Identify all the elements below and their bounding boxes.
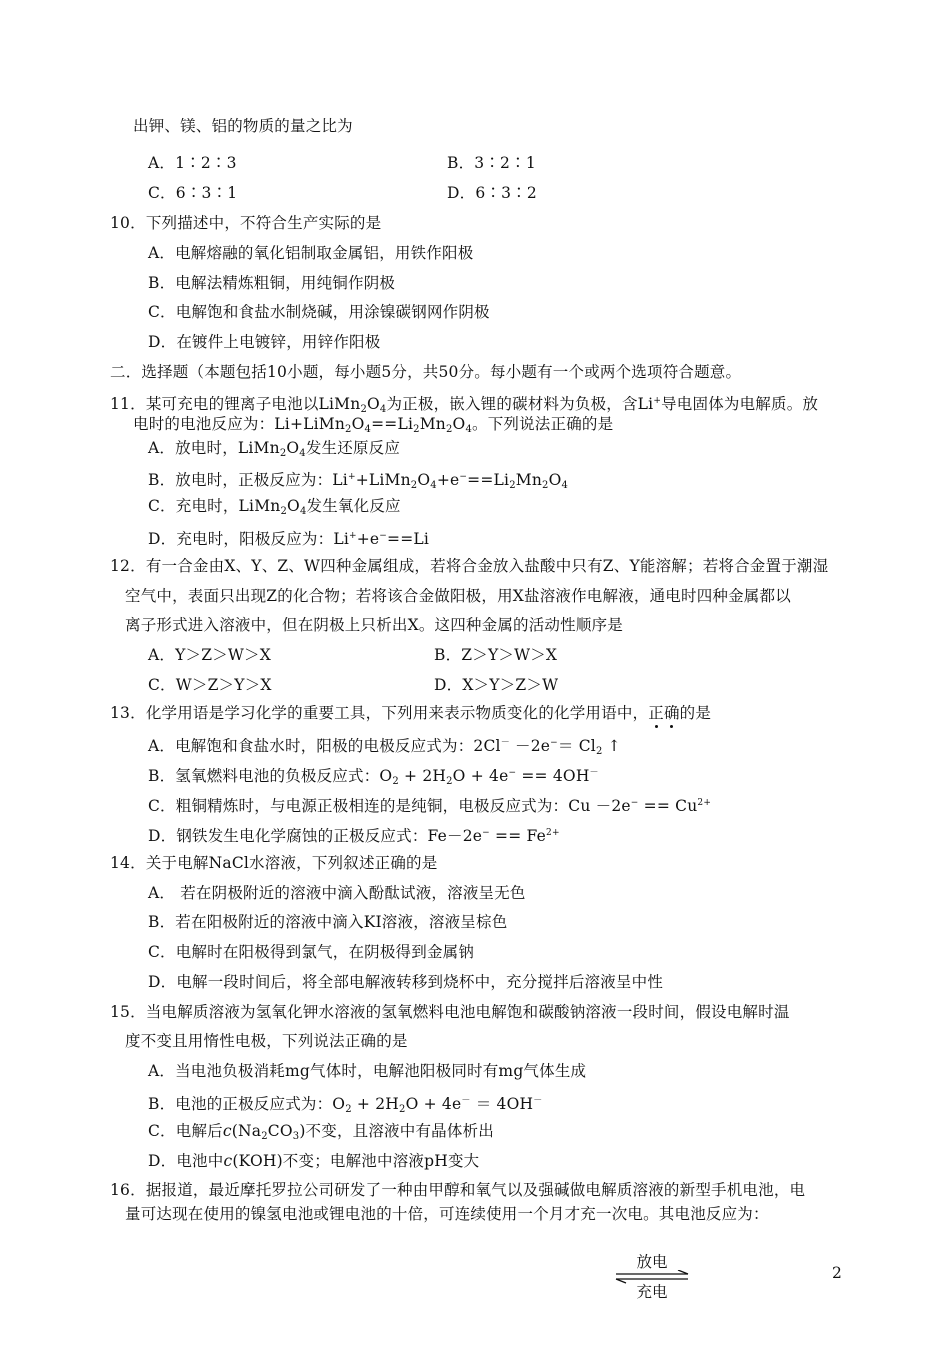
q13-stem: 13．化学用语是学习化学的重要工具，下列用来表示物质变化的化学用语中，正确的是 (110, 704, 712, 722)
q9-option-d: D．6∶3∶2 (447, 184, 537, 202)
q15-option-d: D．电池中c(KOH)不变；电解池中溶液pH变大 (148, 1152, 480, 1170)
q12-option-d: D．X＞Y＞Z＞W (434, 676, 559, 694)
q14-option-c: C．电解时在阳极得到氯气，在阴极得到金属钠 (148, 943, 475, 961)
q13-option-a: A．电解饱和食盐水时，阳极的电极反应式为：$2Cl^- -2e^-= Cl_2$ ↑ (148, 737, 621, 757)
q12-option-c: C．W＞Z＞Y＞X (148, 676, 272, 694)
q11-option-a: A．放电时，$LiMn_2O_4$发生还原反应 (148, 439, 401, 459)
q10-option-d: D．在镀件上电镀锌，用锌作阳极 (148, 333, 381, 351)
q9-option-c: C．6∶3∶1 (148, 184, 238, 202)
q15-stem-line2: 度不变且用惰性电极，下列说法正确的是 (125, 1032, 408, 1050)
page-number: 2 (832, 1264, 842, 1282)
q9-stem-continued: 出钾、镁、铝的物质的量之比为 (133, 117, 353, 135)
q11-option-d: D．充电时，阳极反应为：Li++e−==Li (148, 530, 430, 548)
q14-option-d: D．电解一段时间后，将全部电解液转移到烧杯中，充分搅拌后溶液呈中性 (148, 973, 664, 991)
q10-option-a: A．电解熔融的氧化铝制取金属铝，用铁作阳极 (148, 244, 474, 262)
q14-option-a: A． 若在阴极附近的溶液中滴入酚酞试液，溶液呈无色 (148, 884, 526, 902)
q10-option-c: C．电解饱和食盐水制烧碱，用涂镍碳钢网作阴极 (148, 303, 490, 321)
q13-option-c: C．粗铜精炼时，与电源正极相连的是纯铜，电极反应式为：$Cu -2e^- == Cu^{2+}$ (148, 797, 712, 815)
q12-stem-line2: 空气中，表面只出现Z的化合物；若将该合金做阳极，用X盐溶液作电解液，通电时四种金属都以 (125, 587, 791, 605)
q12-stem-line1: 12．有一合金由X、Y、Z、W四种金属组成，若将合金放入盐酸中只有Z、Y能溶解；若将合金置于潮湿 (110, 557, 829, 575)
q15-option-b: B．电池的正极反应式为：$O_2 + 2H_2O + 4e^- = 4OH^-$ (148, 1095, 543, 1115)
q10-option-b: B．电解法精炼粗铜，用纯铜作阴极 (148, 274, 396, 292)
q12-option-b: B．Z＞Y＞W＞X (434, 646, 558, 664)
q15-stem-line1: 15．当电解质溶液为氢氧化钾水溶液的氢氧燃料电池电解饱和碳酸钠溶液一段时间，假设电解时温 (110, 1003, 790, 1021)
q11-option-b: B．放电时，正极反应为：$Li^++LiMn_2O_4+e^-==Li_2Mn_2O_4$ (148, 471, 569, 491)
q9-option-b: B．3∶2∶1 (447, 154, 536, 172)
q14-option-b: B．若在阳极附近的溶液中滴入KI溶液，溶液呈棕色 (148, 913, 508, 931)
q14-stem: 14．关于电解NaCl水溶液，下列叙述正确的是 (110, 854, 438, 872)
arrow-label-discharge: 放电 (636, 1253, 668, 1271)
reversible-reaction-arrow (612, 1250, 692, 1300)
q10-stem: 10．下列描述中，不符合生产实际的是 (110, 214, 382, 232)
arrow-label-charge: 充电 (636, 1283, 668, 1301)
q11-stem-line2: 电时的电池反应为：$Li+LiMn_2O_4==Li_2Mn_2O_4$。下列说法正确的是 (133, 415, 614, 435)
q11-stem-line1: 11．某可充电的锂离子电池以$LiMn_2O_4$为正极，嵌入锂的碳材料为负极，含Li+导电固体为电解质。放 (110, 395, 819, 415)
q13-option-b: B．氢氧燃料电池的负极反应式：$O_2 + 2H_2O + 4e^- == 4OH^-$ (148, 767, 599, 787)
q12-option-a: A．Y＞Z＞W＞X (148, 646, 271, 664)
q9-option-a: A．1∶2∶3 (148, 154, 237, 172)
q16-stem-line2: 量可达现在使用的镍氢电池或锂电池的十倍，可连续使用一个月才充一次电。其电池反应为： (125, 1205, 769, 1223)
q11-option-c: C．充电时，$LiMn_2O_4$发生氧化反应 (148, 497, 401, 517)
q13-option-d: D．钢铁发生电化学腐蚀的正极反应式：$Fe-2e^- == Fe^{2+}$ (148, 827, 560, 845)
q12-stem-line3: 离子形式进入溶液中，但在阴极上只析出X。这四种金属的活动性顺序是 (125, 616, 623, 634)
q16-stem-line1: 16．据报道，最近摩托罗拉公司研发了一种由甲醇和氧气以及强碱做电解质溶液的新型手机电池，电 (110, 1181, 806, 1199)
section-2-heading: 二．选择题（本题包括10小题，每小题5分，共50分。每小题有一个或两个选项符合题意。 (110, 363, 742, 381)
q15-option-c: C．电解后$c(Na_2CO_3)$不变，且溶液中有晶体析出 (148, 1122, 494, 1142)
q15-option-a: A．当电池负极消耗mg气体时，电解池阳极同时有mg气体生成 (148, 1062, 587, 1080)
